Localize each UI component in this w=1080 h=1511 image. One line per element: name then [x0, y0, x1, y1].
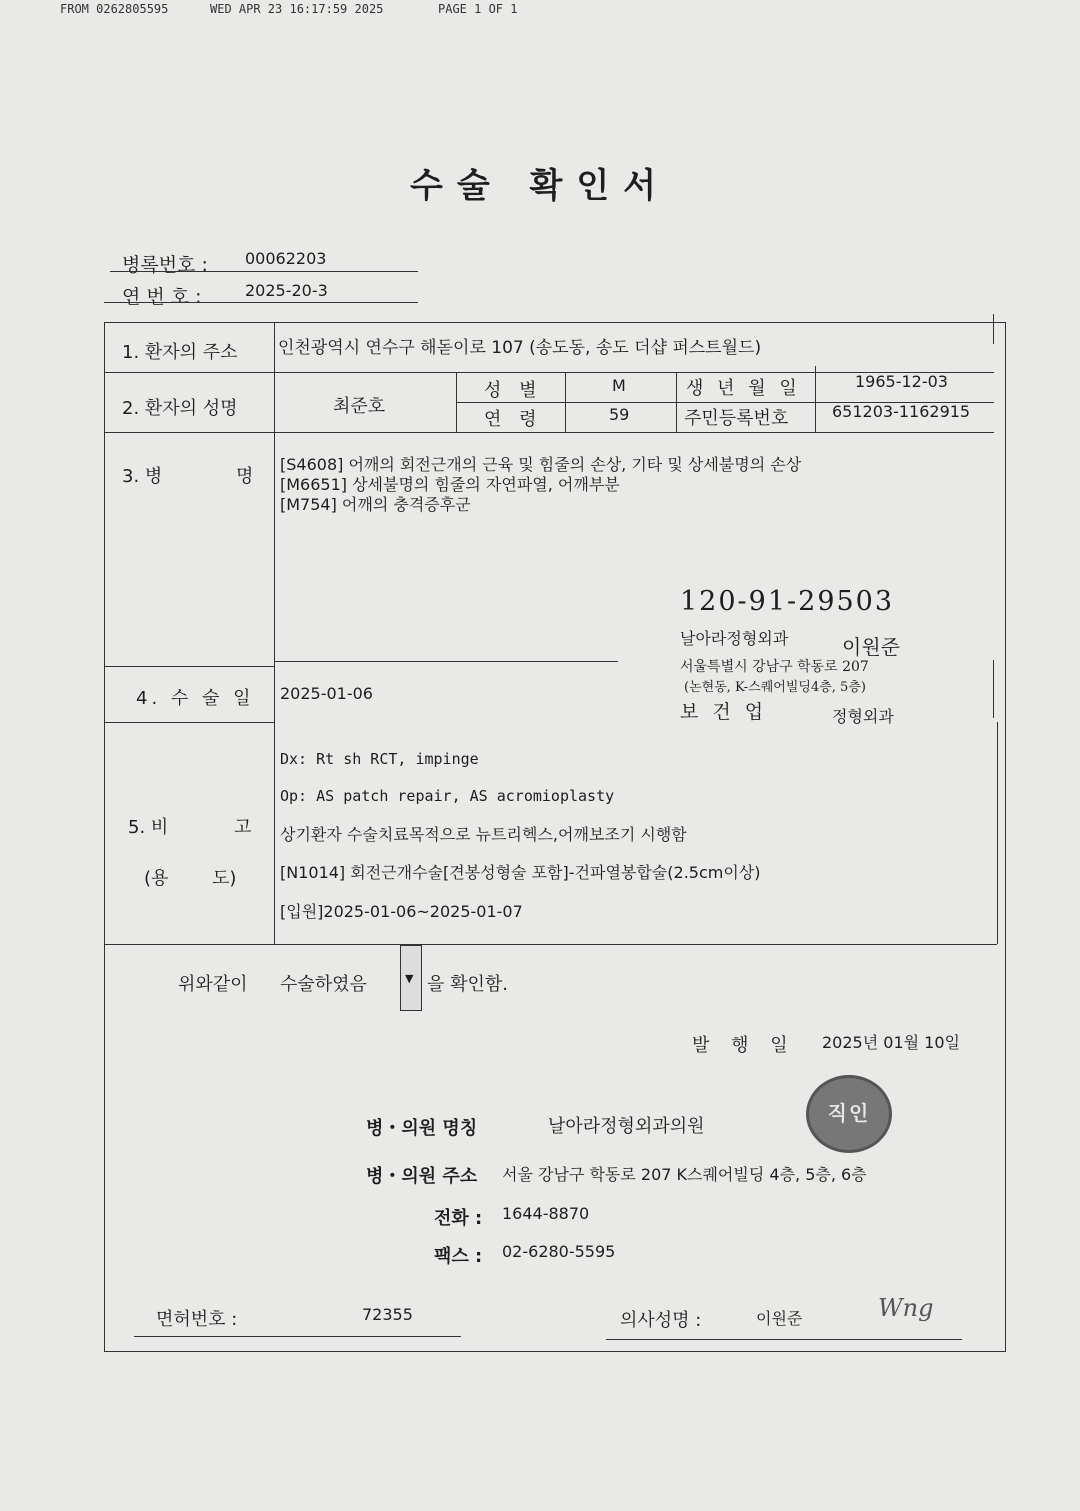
- license-label: 면허번호 :: [156, 1309, 238, 1330]
- label-column-line: [274, 322, 275, 944]
- record-no-label: 병록번호 :: [122, 254, 208, 276]
- phone-value: 1644-8870: [502, 1204, 590, 1223]
- serial-no: 2025-20-3: [245, 281, 328, 300]
- sex-value-line: [565, 372, 566, 432]
- stamp-director: 이원준: [842, 635, 900, 659]
- confirm-prefix: 위와같이: [178, 974, 248, 995]
- confirm-option: 수술하였음: [280, 974, 367, 995]
- address-value: 인천광역시 연수구 해돋이로 107 (송도동, 송도 더샵 퍼스트월드): [278, 338, 762, 358]
- dob-label-line: [676, 372, 677, 432]
- stamp-type: 정형외과: [832, 707, 894, 726]
- right-tab-line: [993, 314, 994, 344]
- address-label: 1. 환자의 주소: [122, 342, 238, 363]
- hospital-address: 서울 강남구 학동로 207 K스퀘어빌딩 4층, 5층, 6층: [502, 1165, 867, 1184]
- surgery-date-label: 4. 수 술 일: [136, 688, 255, 709]
- diagnosis-label: 3. 병: [122, 466, 163, 487]
- name-label: 2. 환자의 성명: [122, 398, 238, 419]
- stamp-address-1: 서울특별시 강남구 학동로 207: [680, 659, 869, 675]
- confirm-dropdown: [400, 945, 422, 1011]
- remarks-line-4: [N1014] 회전근개수술[견봉성형술 포함]-건파열봉합술(2.5cm이상): [280, 863, 761, 882]
- license-rule: [134, 1336, 461, 1337]
- stamp-box-right: [993, 660, 994, 718]
- fax-from: FROM 0262805595: [60, 2, 169, 16]
- row-rule-5: [104, 944, 997, 945]
- record-no-rule: [110, 271, 418, 272]
- dob-label: 생 년 월 일: [686, 378, 801, 399]
- seal-text: 직인: [827, 1101, 871, 1125]
- document-title: 수술 확인서: [409, 166, 671, 206]
- record-no: 00062203: [245, 249, 327, 268]
- row-rule-3b: [274, 661, 618, 662]
- issue-date-label: 발 행 일: [692, 1035, 796, 1056]
- row-rule-4: [104, 722, 274, 723]
- diagnosis-label-end: 명: [236, 466, 254, 487]
- usage-label: (용: [144, 868, 169, 889]
- issue-date: 2025년 01월 10일: [822, 1033, 960, 1052]
- diagnosis-line-2: [M6651] 상세불명의 힘줄의 자연파열, 어깨부분: [280, 475, 620, 494]
- rrn-label: 주민등록번호: [684, 408, 789, 429]
- doctor-name: 이원준: [756, 1309, 803, 1328]
- age-label: 연 령: [484, 409, 543, 430]
- remarks-right-line: [997, 722, 998, 944]
- row-rule-3: [104, 666, 274, 667]
- sex-label: 성 별: [484, 380, 543, 401]
- chevron-down-icon: ▼: [405, 972, 414, 985]
- fax-label: 팩스 :: [434, 1246, 483, 1267]
- row-rule-2: [104, 432, 994, 433]
- stamp-clinic: 날아라정형외과: [680, 629, 789, 648]
- dob-value: 1965-12-03: [855, 372, 948, 391]
- remarks-line-1: Dx: Rt sh RCT, impinge: [280, 750, 479, 768]
- diagnosis-line-3: [M754] 어깨의 충격증후군: [280, 495, 471, 514]
- license-no: 72355: [362, 1305, 413, 1324]
- confirm-suffix: 을 확인함.: [427, 974, 508, 995]
- remarks-line-2: Op: AS patch repair, AS acromioplasty: [280, 787, 615, 805]
- doctor-rule: [606, 1339, 962, 1340]
- rrn-value: 651203-1162915: [832, 402, 971, 421]
- business-no: 120-91-29503: [680, 586, 895, 617]
- age-value: 59: [609, 405, 630, 424]
- phone-label: 전화 :: [434, 1208, 483, 1229]
- remarks-label-end: 고: [234, 817, 252, 838]
- remarks-line-5: [입원]2025-01-06~2025-01-07: [280, 902, 523, 921]
- serial-no-rule: [104, 302, 418, 303]
- hospital-name-label: 병・의원 명칭: [366, 1118, 478, 1139]
- fax-datetime: WED APR 23 16:17:59 2025: [210, 2, 384, 16]
- usage-label-end: 도): [212, 868, 237, 889]
- serial-no-label: 연 번 호 :: [122, 286, 202, 308]
- hospital-name: 날아라정형외과의원: [548, 1116, 705, 1137]
- fax-page: PAGE 1 OF 1: [438, 2, 518, 16]
- surgery-date: 2025-01-06: [280, 684, 373, 703]
- sex-value: M: [612, 376, 626, 395]
- doctor-signature: Wng: [878, 1294, 934, 1322]
- diagnosis-line-1: [S4608] 어깨의 회전근개의 근육 및 힘줄의 손상, 기타 및 상세불명의 손상: [280, 455, 802, 474]
- remarks-label: 5. 비: [128, 817, 169, 838]
- fax-value: 02-6280-5595: [502, 1242, 616, 1261]
- stamp-type-label: 보 건 업: [680, 701, 768, 723]
- doctor-name-label: 의사성명 :: [620, 1310, 702, 1331]
- hospital-address-label: 병・의원 주소: [366, 1166, 478, 1187]
- stamp-address-2: (논현동, K-스퀘어빌딩4층, 5층): [684, 680, 866, 695]
- remarks-line-3: 상기환자 수술치료목적으로 뉴트리헥스,어깨보조기 시행함: [280, 825, 687, 844]
- sex-label-line: [456, 372, 457, 432]
- name-value: 최준호: [333, 396, 386, 417]
- dob-value-line: [815, 366, 816, 432]
- hospital-seal: [806, 1075, 892, 1153]
